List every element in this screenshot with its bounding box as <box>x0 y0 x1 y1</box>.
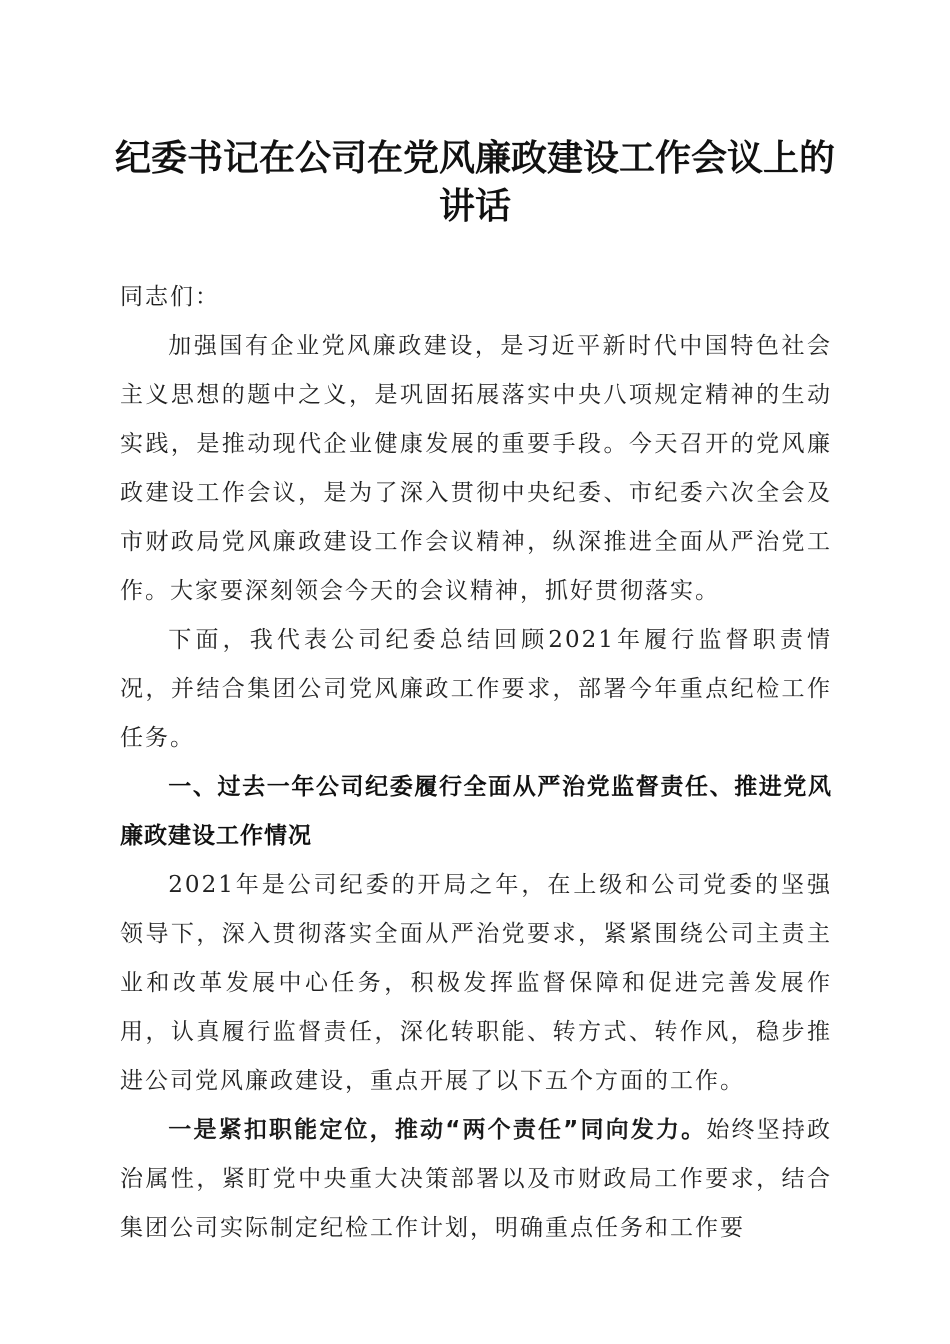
paragraph-review: 2021年是公司纪委的开局之年，在上级和公司党委的坚强领导下，深入贯彻落实全面从严治党要求，紧紧围绕公司主责主业和改革发展中心任务，积极发挥监督保障和促进完善发展作用，认真履行监督责任，深化转职能、转方式、转作风，稳步推进公司党风廉政建设，重点开展了以下五个方面的工作。 <box>120 872 832 1094</box>
point-one-text: 始终坚持政治属性，紧盯党中央重大决策部署以及市财政局工作要求，结合集团公司实际制定纪检工作计划，明确重点任务和工作要 <box>120 1117 832 1241</box>
document-title <box>95 134 855 230</box>
salutation: 同志们： <box>120 284 220 310</box>
paragraph-intro: 加强国有企业党风廉政建设，是习近平新时代中国特色社会主义思想的题中之义，是巩固拓展落实中央八项规定精神的生动实践，是推动现代企业健康发展的重要手段。今天召开的党风廉政建设工作会议，是为了深入贯彻中央纪委、市纪委六次全会及市财政局党风廉政建设工作会议精神，纵深推进全面从严治党工作。大家要深刻领会今天的会议精神，抓好贯彻落实。 <box>120 333 832 604</box>
title-line-1: 纪委书记在公司在党风廉政建设工作会议上的 <box>114 137 835 179</box>
title-line-2: 讲话 <box>438 185 511 227</box>
document-body <box>120 273 832 1253</box>
paragraph-point-one <box>120 1106 832 1253</box>
section-heading-1: 一、过去一年公司纪委履行全面从严治党监督责任、推进党风廉政建设工作情况 <box>120 774 832 849</box>
paragraph-outline: 下面，我代表公司纪委总结回顾2021年履行监督职责情况，并结合集团公司党风廉政工作要求，部署今年重点纪检工作任务。 <box>120 627 832 751</box>
point-one-lead: 一是紧扣职能定位，推动“两个责任”同向发力。 <box>168 1117 707 1143</box>
